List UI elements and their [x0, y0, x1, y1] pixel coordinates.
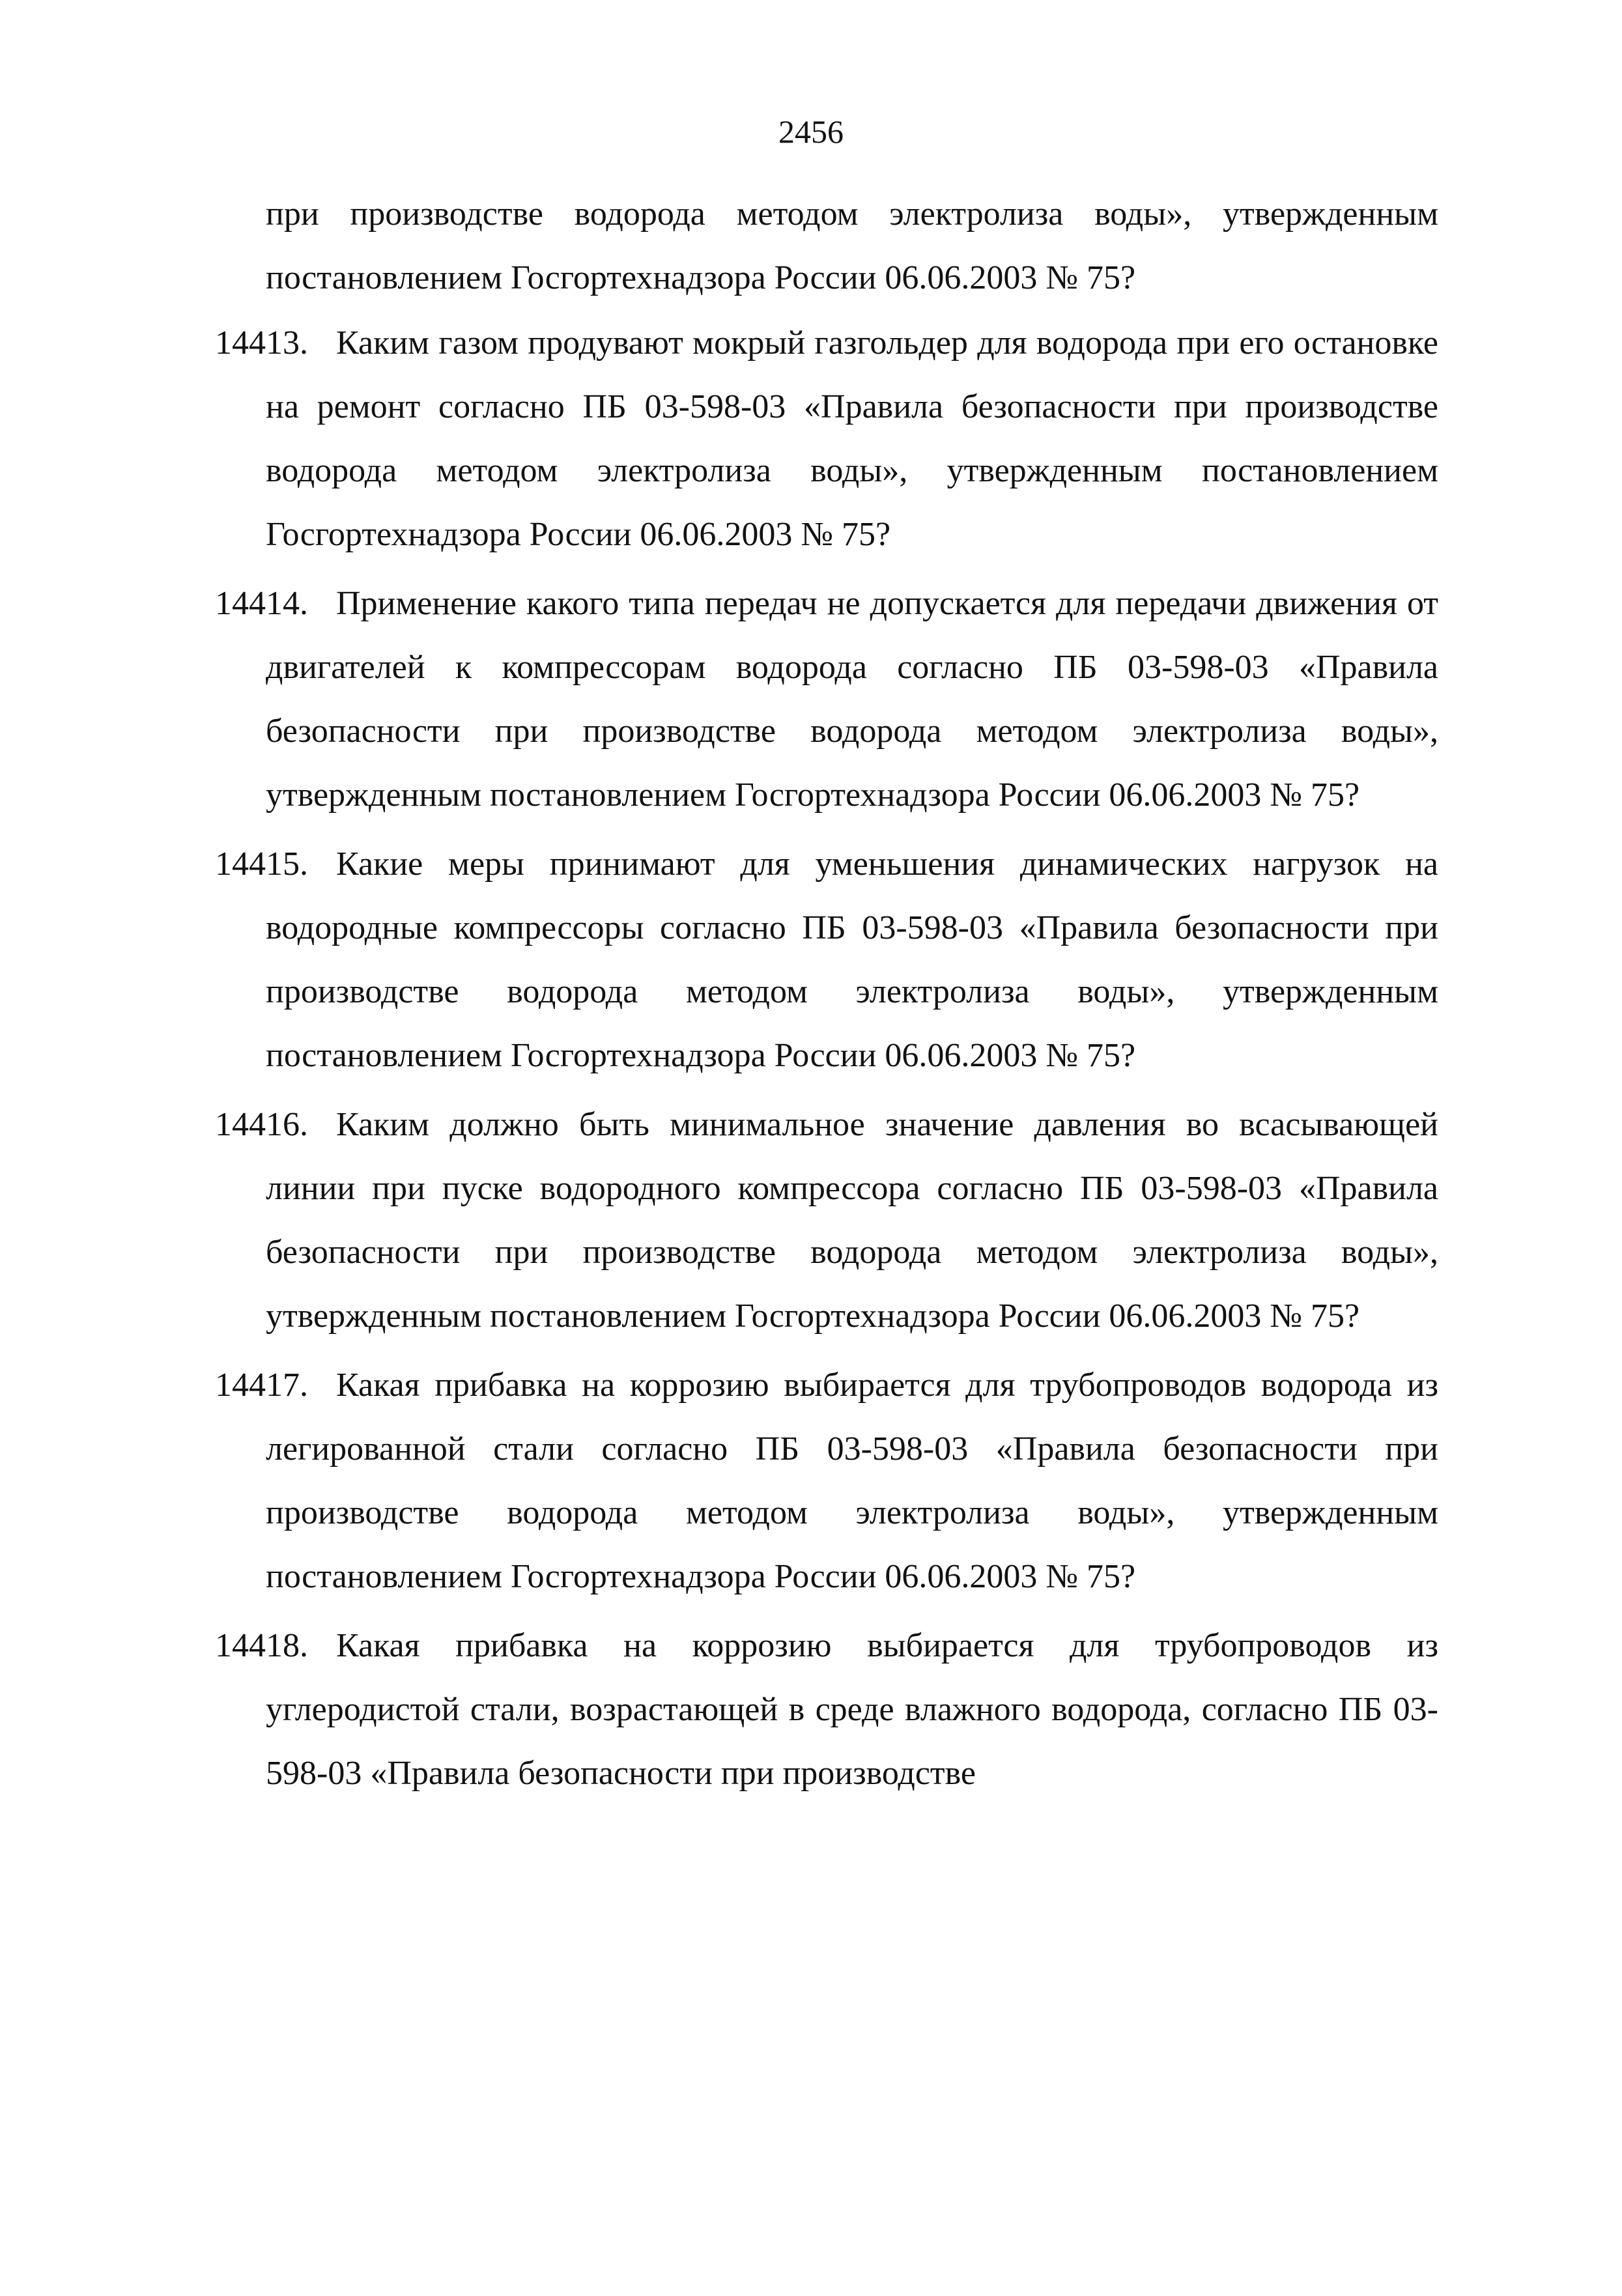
question-item-14415 — [215, 832, 1438, 1088]
question-text: Применение какого типа передач не допускается для передачи движения от двигателей к компрессорам водорода согласно ПБ 03-598-03 «Правила безопасности при производстве водорода методом электролиза воды», утвержденным постановлением Госгортехнадзора России 06.06.2003 № 75? — [266, 585, 1438, 814]
question-number: 14414. — [215, 585, 308, 622]
question-number: 14418. — [215, 1627, 308, 1664]
question-item-14413 — [215, 311, 1438, 567]
question-number: 14413. — [215, 324, 308, 361]
question-item-14417 — [215, 1354, 1438, 1609]
question-number: 14416. — [215, 1106, 308, 1143]
question-item-14414 — [215, 572, 1438, 827]
question-text: Каким газом продувают мокрый газгольдер для водорода при его остановке на ремонт согласно ПБ 03-598-03 «Правила безопасности при производстве водорода методом электролиза воды», утвержденным постановлением Госгортехнадзора России 06.06.2003 № 75? — [266, 324, 1438, 553]
question-text: Какие меры принимают для уменьшения динамических нагрузок на водородные компрессоры согласно ПБ 03-598-03 «Правила безопасности при производстве водорода методом электролиза воды», утвержденным постановлением Госгортехнадзора России 06.06.2003 № 75? — [266, 845, 1438, 1074]
question-text: Каким должно быть минимальное значение давления во всасывающей линии при пуске водородного компрессора согласно ПБ 03-598-03 «Правила безопасности при производстве водорода методом электролиза воды», утвержденным постановлением Госгортехнадзора России 06.06.2003 № 75? — [266, 1106, 1438, 1335]
question-text: Какая прибавка на коррозию выбирается для трубопроводов водорода из легированной стали согласно ПБ 03-598-03 «Правила безопасности при производстве водорода методом электролиза воды», утвержденным постановлением Госгортехнадзора России 06.06.2003 № 75? — [266, 1367, 1438, 1595]
question-text: Какая прибавка на коррозию выбирается для трубопроводов из углеродистой стали, возрастающей в среде влажного водорода, согласно ПБ 03-598-03 «Правила безопасности при производстве — [266, 1627, 1438, 1792]
question-item-14416 — [215, 1093, 1438, 1348]
page-number: 2456 — [778, 113, 844, 150]
question-number: 14417. — [215, 1367, 308, 1404]
question-list — [215, 311, 1438, 1811]
question-number: 14415. — [215, 845, 308, 883]
question-item-14418 — [215, 1614, 1438, 1806]
continuation-paragraph: при производстве водорода методом электролиза воды», утвержденным постановлением Госгортехнадзора России 06.06.2003 № 75? — [266, 195, 1438, 296]
